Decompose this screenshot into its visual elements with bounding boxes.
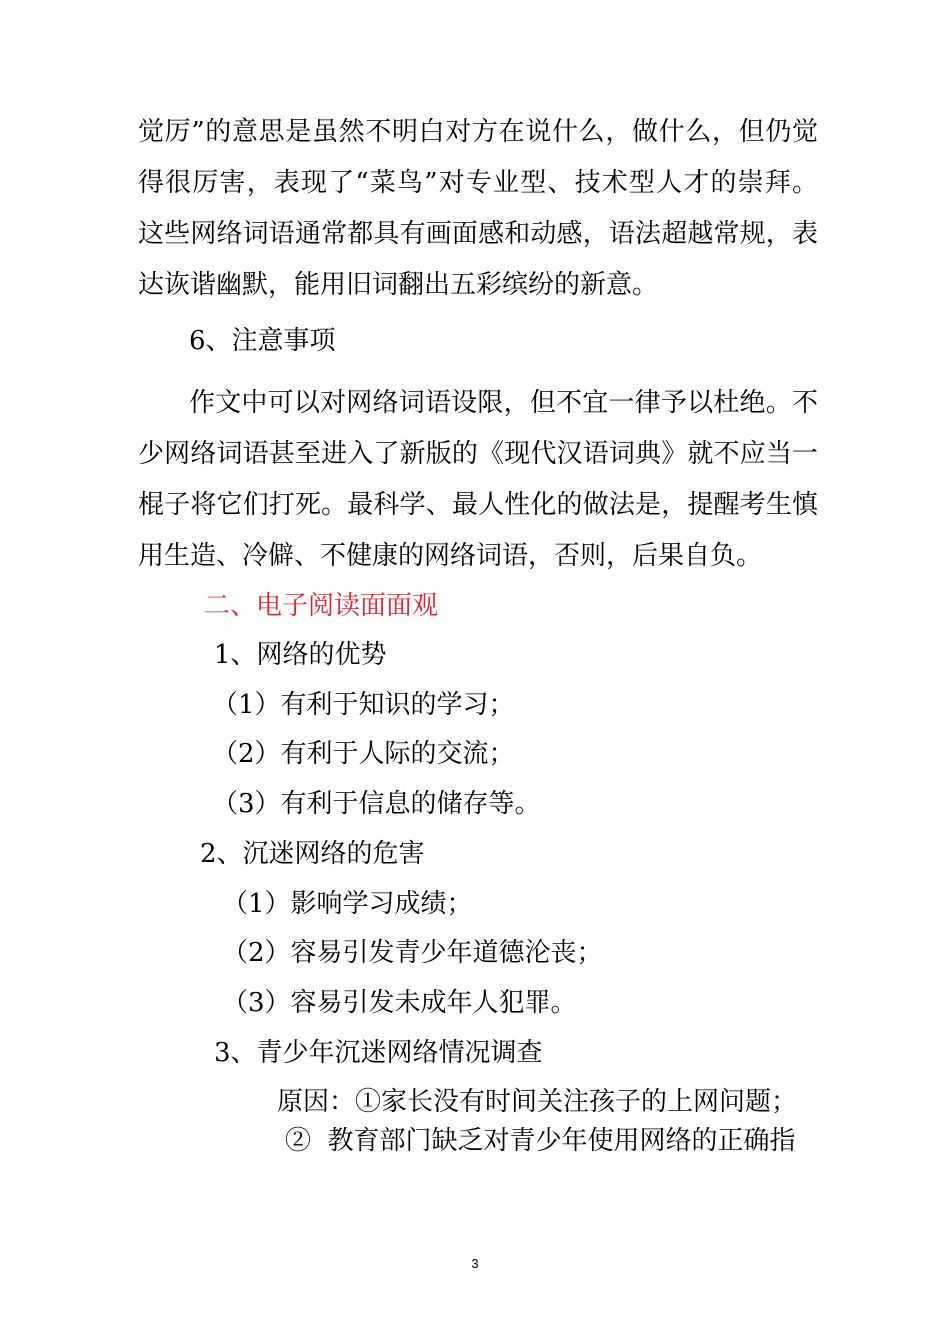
subsection-title: 1、网络的优势 bbox=[214, 640, 387, 670]
list-item: （1）影响学习成绩； bbox=[222, 889, 473, 919]
paragraph-line: 棍子将它们打死。最科学、最人性化的做法是，提醒考生慎 bbox=[138, 490, 818, 520]
paragraph-line: 作文中可以对网络词语设限，但不宜一律予以杜绝。不 bbox=[189, 388, 818, 418]
subsection-title: 3、青少年沉迷网络情况调查 bbox=[214, 1038, 543, 1068]
paragraph-line: 觉厉”的意思是虽然不明白对方在说什么，做什么，但仍觉 bbox=[138, 117, 818, 147]
paragraph-line: 这些网络词语通常都具有画面感和动感，语法超越常规，表 bbox=[138, 219, 818, 249]
paragraph-line: 用生造、冷僻、不健康的网络词语，否则，后果自负。 bbox=[138, 541, 763, 571]
list-item: （2）有利于人际的交流； bbox=[212, 739, 515, 769]
list-item: （2）容易引发青少年道德沦丧； bbox=[222, 938, 603, 968]
part-heading: 二、电子阅读面面观 bbox=[204, 591, 439, 621]
list-item: （1）有利于知识的学习； bbox=[212, 690, 515, 720]
page-number: 3 bbox=[471, 1256, 479, 1271]
section-heading: 6、注意事项 bbox=[189, 326, 336, 356]
paragraph-line: 少网络词语甚至进入了新版的《现代汉语词典》就不应当一 bbox=[138, 439, 818, 469]
list-item: （3）容易引发未成年人犯罪。 bbox=[222, 988, 577, 1018]
subsection-title: 2、沉迷网络的危害 bbox=[200, 839, 425, 869]
paragraph-line: 得很厉害，表现了“菜鸟”对专业型、技术型人才的崇拜。 bbox=[138, 168, 818, 198]
list-item: （3）有利于信息的储存等。 bbox=[212, 789, 541, 819]
paragraph-line: 达诙谐幽默，能用旧词翻出五彩缤纷的新意。 bbox=[138, 270, 659, 300]
reason-line: ② 教育部门缺乏对青少年使用网络的正确指 bbox=[285, 1126, 796, 1156]
reason-line: 原因：①家长没有时间关注孩子的上网问题； bbox=[277, 1087, 798, 1117]
